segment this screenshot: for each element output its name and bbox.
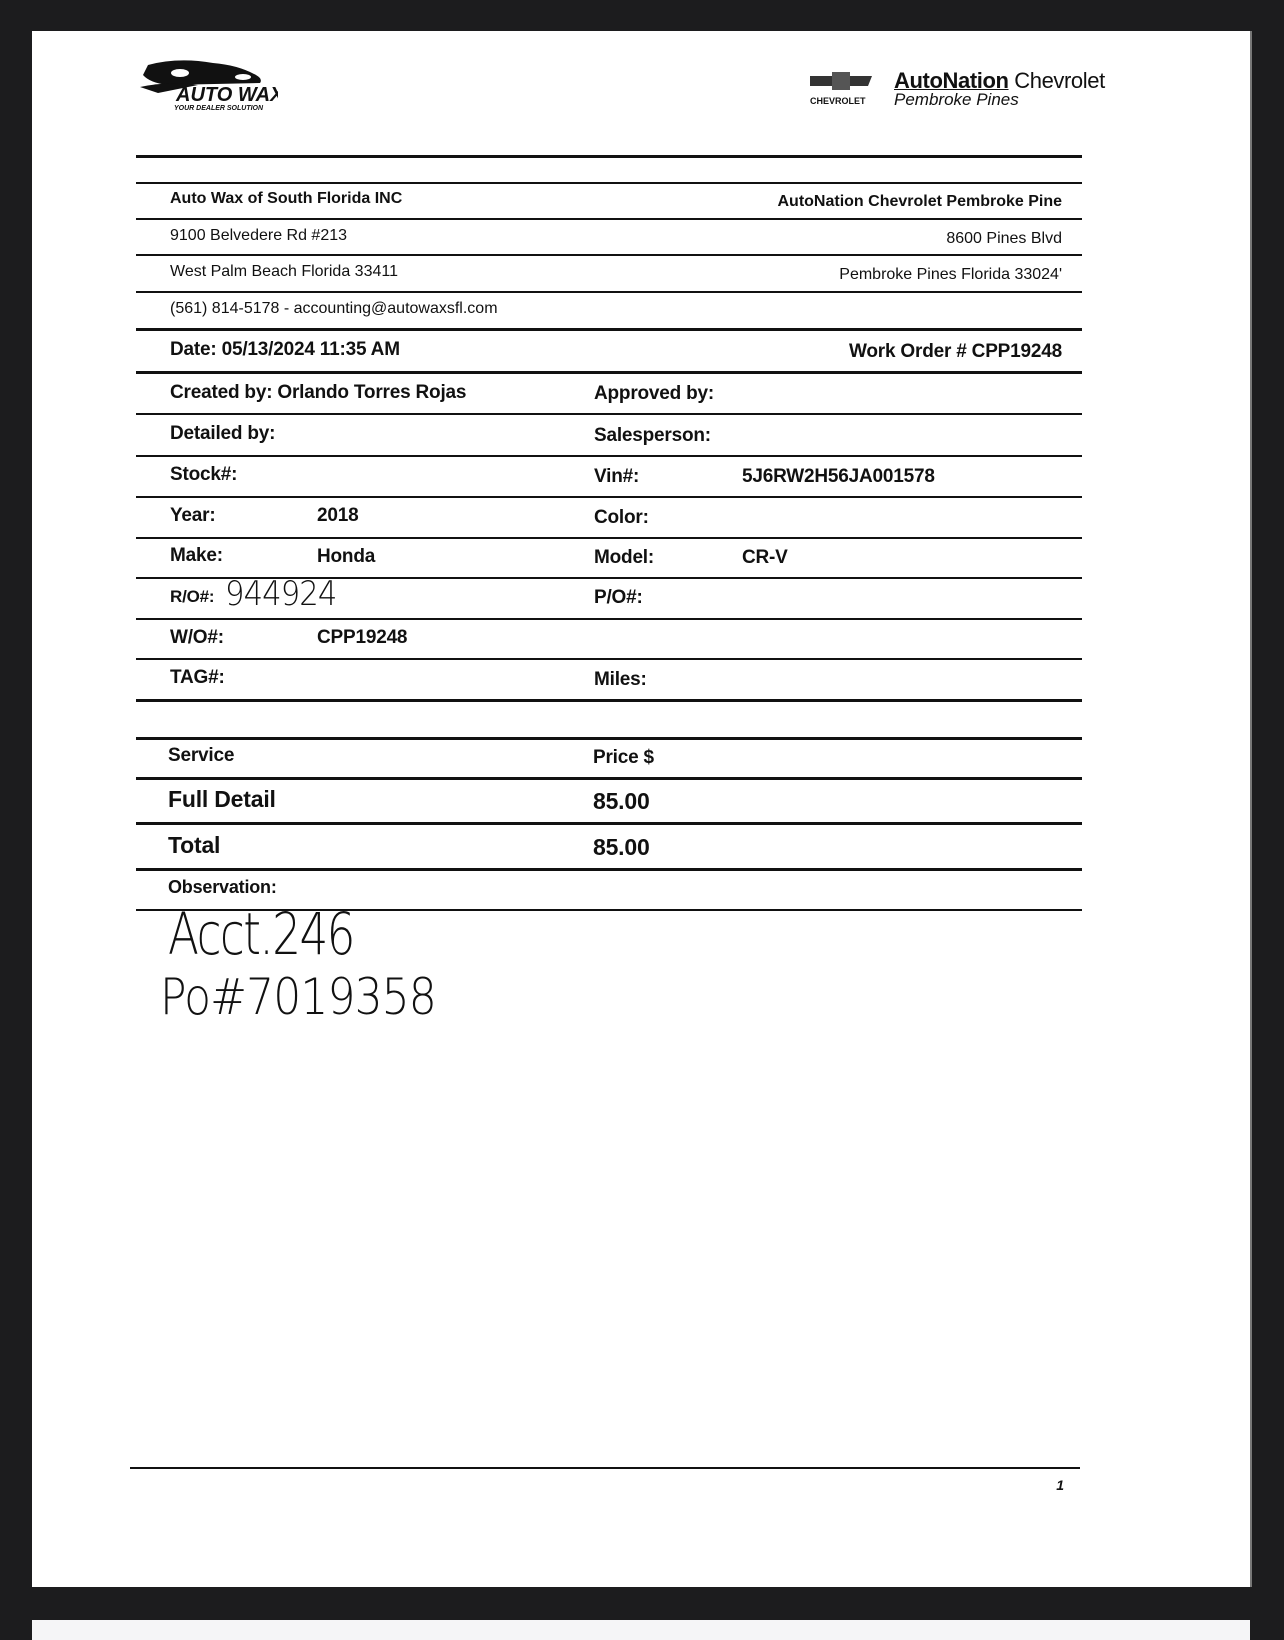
svg-text:YOUR DEALER SOLUTION: YOUR DEALER SOLUTION xyxy=(174,105,264,112)
model-label: Model: xyxy=(594,547,655,568)
make-value: Honda xyxy=(317,546,376,567)
ro-label: R/O#: xyxy=(170,587,215,606)
car-silhouette-icon xyxy=(138,55,278,115)
observation-handwritten-line1: Acct.246 xyxy=(168,900,354,968)
wo-label: W/O#: xyxy=(170,627,224,648)
total-label: Total xyxy=(168,832,221,858)
divider xyxy=(136,254,1082,256)
divider xyxy=(136,868,1082,871)
vendor-address2: West Palm Beach Florida 33411 xyxy=(170,263,398,280)
divider xyxy=(136,155,1082,158)
divider xyxy=(136,182,1082,184)
tag-label: TAG#: xyxy=(170,667,225,688)
svg-text:AUTO WAX: AUTO WAX xyxy=(176,84,278,106)
detailed-by-label: Detailed by: xyxy=(170,423,276,444)
color-label: Color: xyxy=(594,507,649,528)
divider xyxy=(136,371,1082,374)
service-column-header: Service xyxy=(168,745,235,766)
salesperson-label: Salesperson: xyxy=(594,425,711,446)
auto-wax-logo xyxy=(138,55,278,115)
divider xyxy=(136,496,1082,498)
divider xyxy=(136,218,1082,220)
autonation-chevrolet-logo xyxy=(806,68,1105,112)
autonation-brand: AutoNation Chevrolet xyxy=(894,68,1105,93)
next-page-edge xyxy=(32,1620,1250,1640)
observation-label: Observation: xyxy=(168,877,277,897)
divider xyxy=(136,537,1082,539)
divider xyxy=(136,737,1082,740)
divider xyxy=(136,328,1082,331)
service-name: Full Detail xyxy=(168,786,276,812)
total-value: 85.00 xyxy=(593,834,650,860)
ro-value-handwritten: 944924 xyxy=(225,574,337,614)
make-label: Make: xyxy=(170,545,223,566)
vendor-contact: (561) 814-5178 - accounting@autowaxsfl.com xyxy=(170,300,498,317)
divider xyxy=(136,699,1082,702)
observation-handwritten-line2: Po#7019358 xyxy=(160,968,436,1026)
year-value: 2018 xyxy=(317,505,359,526)
page-number: 1 xyxy=(1056,1477,1064,1493)
vin-label: Vin#: xyxy=(594,466,640,487)
divider xyxy=(136,618,1082,620)
divider xyxy=(136,413,1082,415)
divider xyxy=(136,658,1082,660)
vendor-address1: 9100 Belvedere Rd #213 xyxy=(170,227,348,244)
vendor-name: Auto Wax of South Florida INC xyxy=(170,190,403,207)
dealer-address2: Pembroke Pines Florida 33024' xyxy=(839,266,1062,283)
svg-text:CHEVROLET: CHEVROLET xyxy=(810,96,866,106)
dealer-address1: 8600 Pines Blvd xyxy=(946,230,1062,247)
po-label: P/O#: xyxy=(594,587,643,608)
year-label: Year: xyxy=(170,505,216,526)
price-column-header: Price $ xyxy=(593,747,654,768)
chevrolet-bowtie-icon xyxy=(806,70,876,110)
autonation-location: Pembroke Pines xyxy=(894,90,1019,109)
date-text: Date: 05/13/2024 11:35 AM xyxy=(170,339,400,360)
approved-by-label: Approved by: xyxy=(594,383,715,404)
dealer-name: AutoNation Chevrolet Pembroke Pine xyxy=(777,193,1062,210)
divider xyxy=(136,291,1082,293)
service-price: 85.00 xyxy=(593,788,650,814)
divider xyxy=(136,777,1082,780)
work-order-number: Work Order # CPP19248 xyxy=(848,341,1062,362)
miles-label: Miles: xyxy=(594,669,647,690)
wo-value: CPP19248 xyxy=(317,627,408,648)
stock-label: Stock#: xyxy=(170,464,238,485)
created-by: Created by: Orlando Torres Rojas xyxy=(170,382,467,403)
footer-divider xyxy=(130,1467,1080,1469)
divider xyxy=(136,455,1082,457)
divider xyxy=(136,822,1082,825)
model-value: CR-V xyxy=(742,547,788,568)
vin-value: 5J6RW2H56JA001578 xyxy=(742,466,935,487)
